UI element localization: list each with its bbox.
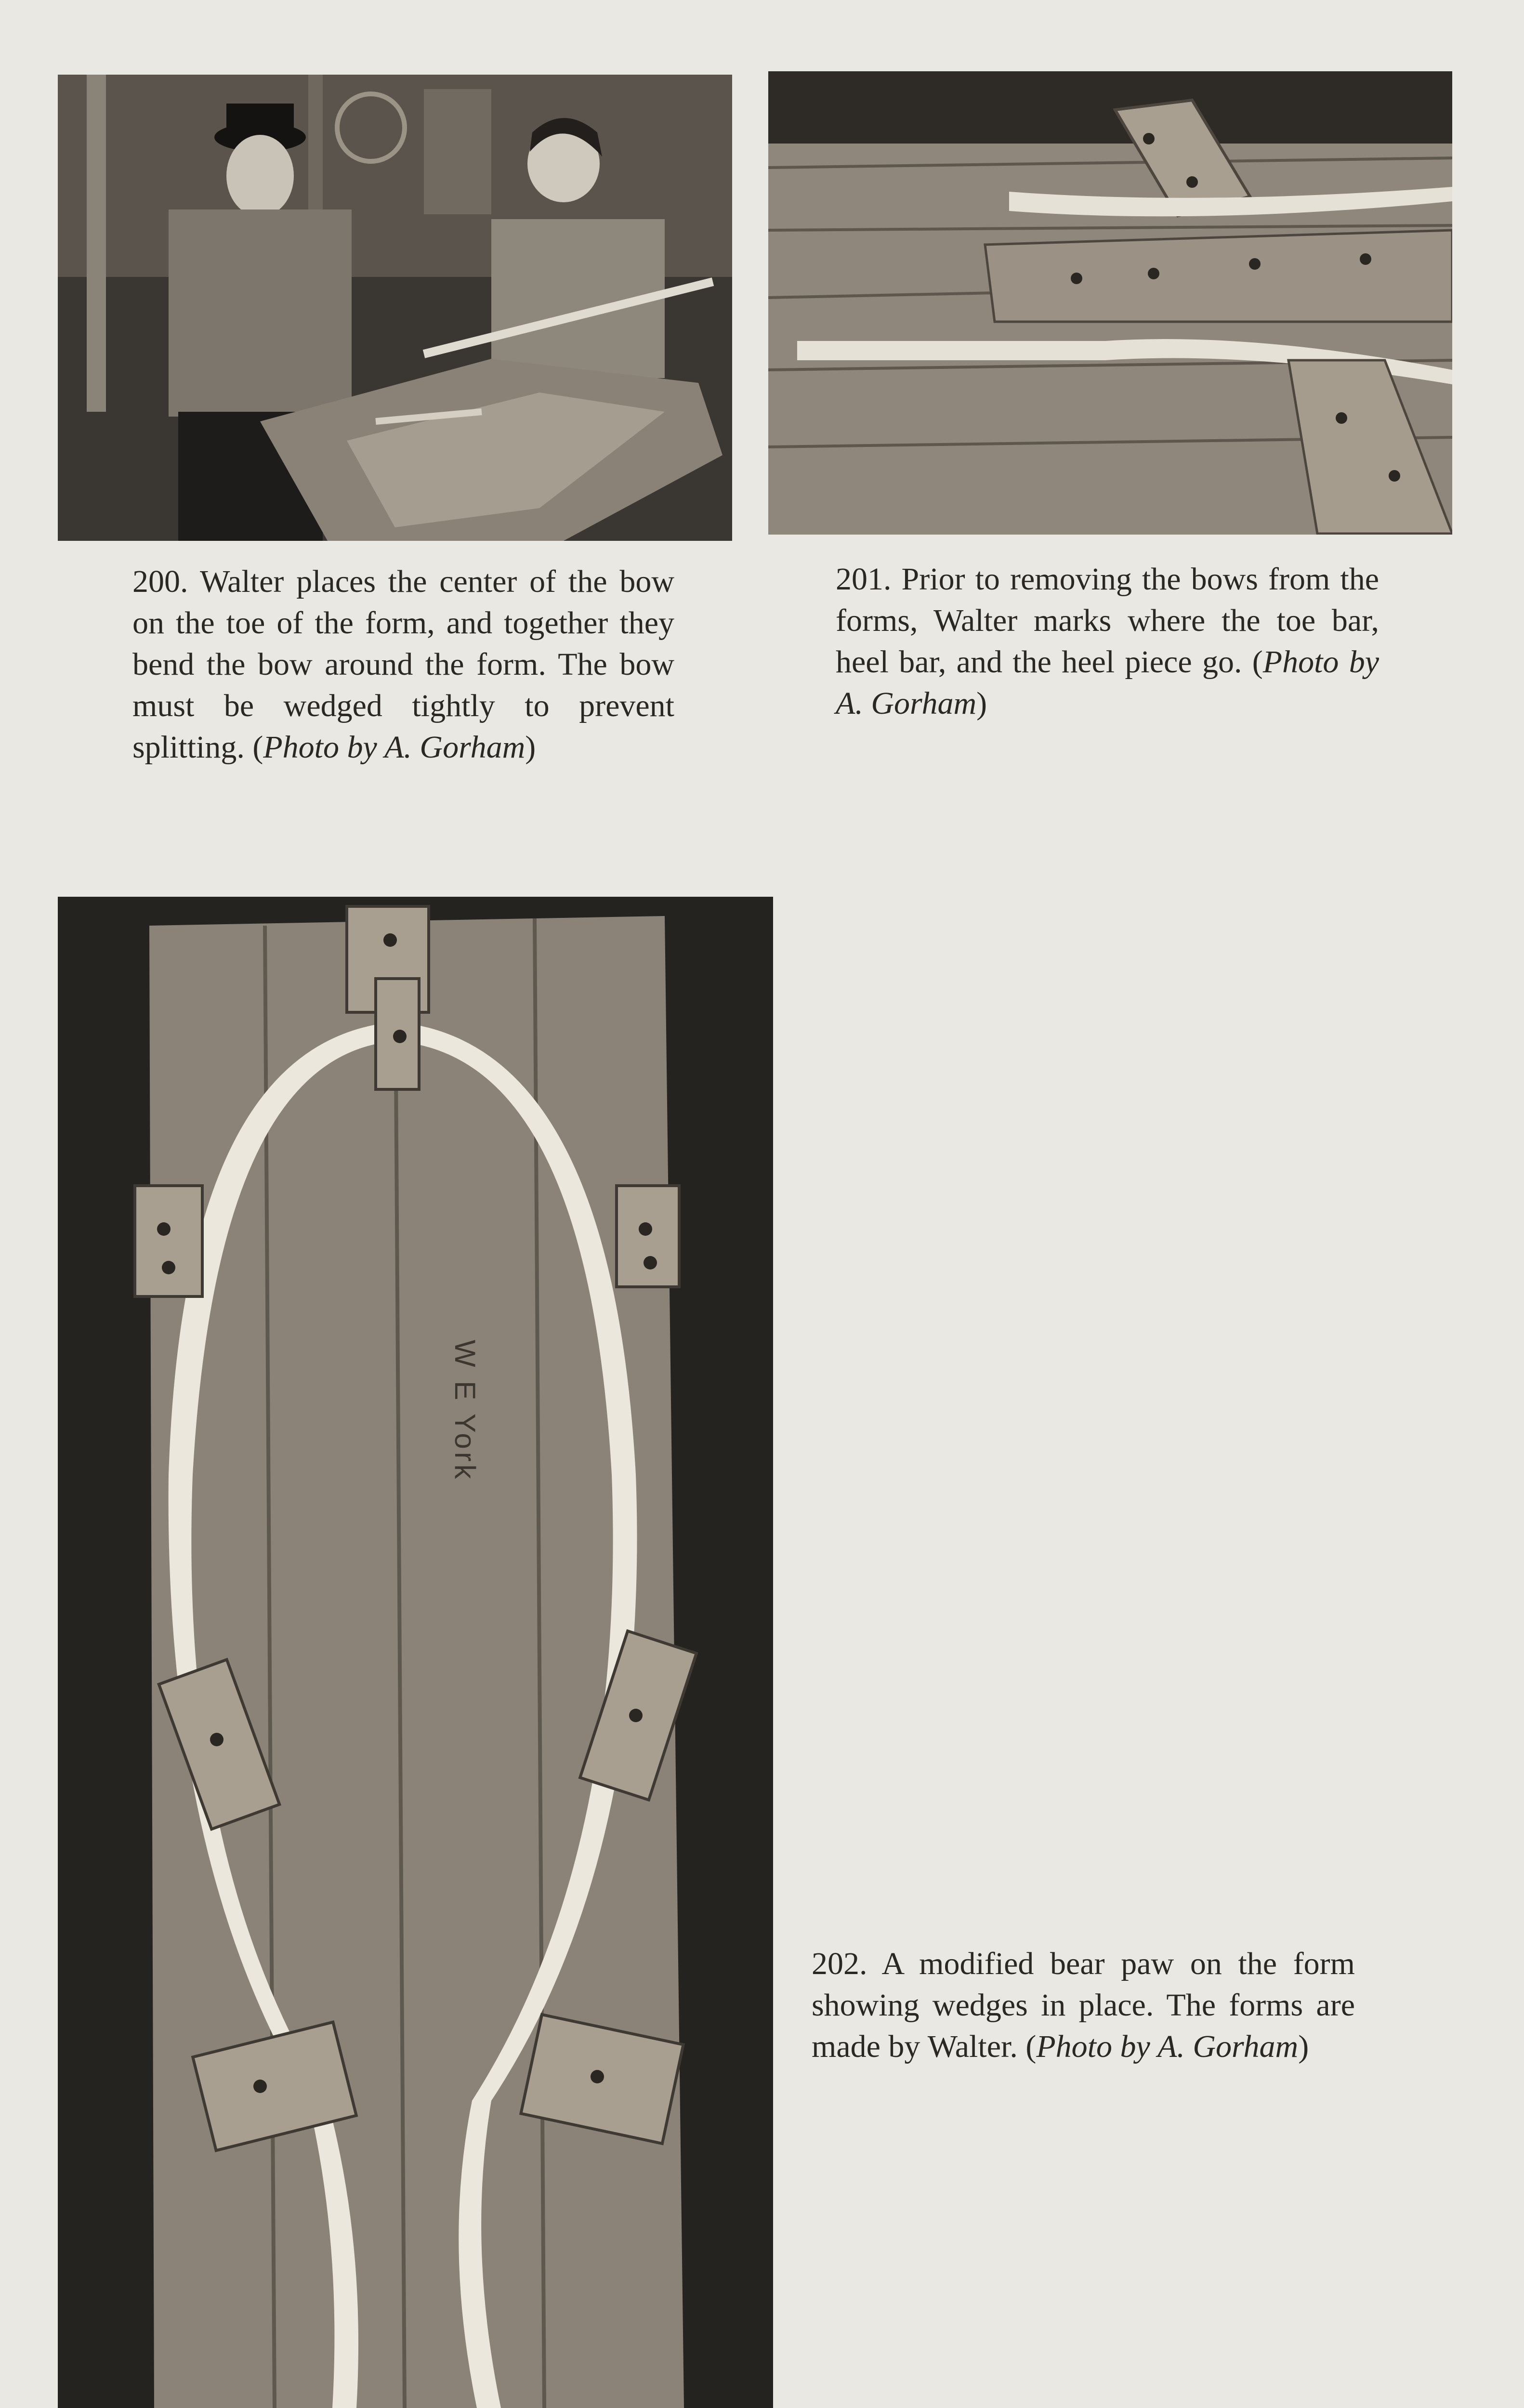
photo-200-image (58, 75, 732, 541)
photo-credit: Photo by A. Gorham (263, 730, 526, 765)
photo-credit: Photo by A. Gorham (836, 644, 1379, 721)
photo-201 (768, 71, 1452, 535)
caption-202: 202. A modified bear paw on the form showing wedges in place. The forms are made by Walter. (Photo by A. Gorham) (812, 1946, 1355, 2064)
photo-credit: Photo by A. Gorham (1036, 2029, 1299, 2064)
caption-text: Prior to removing the bows from the forms, Walter marks where the toe bar, heel bar, and the heel piece go. (836, 562, 1379, 680)
caption-200: 200. Walter places the center of the bow on the toe of the form, and together they bend the bow around the form. The bow must be wedged tightly to prevent splitting. (Photo by A. Gorham) (132, 564, 674, 765)
figure-number: 202. (812, 1946, 867, 1981)
photo-200 (58, 75, 732, 541)
photo-202 (58, 897, 773, 2408)
form-inscription: W E York (449, 1340, 481, 1482)
figure-number: 200. (132, 564, 188, 599)
caption-text: A modified bear paw on the form showing wedges in place. The forms are made by Walter. (812, 1946, 1355, 2064)
caption-201: 201. Prior to removing the bows from the forms, Walter marks where the toe bar, heel bar, and the heel piece go. (Photo by A. Gorham) (836, 562, 1379, 721)
caption-text: Walter places the center of the bow on the toe of the form, and together they bend the bow around the form. The bow must be wedged tightly to prevent splitting. (132, 564, 674, 765)
figure-number: 201. (836, 562, 892, 597)
photo-202-image (58, 897, 773, 2408)
photo-201-image (768, 71, 1452, 535)
